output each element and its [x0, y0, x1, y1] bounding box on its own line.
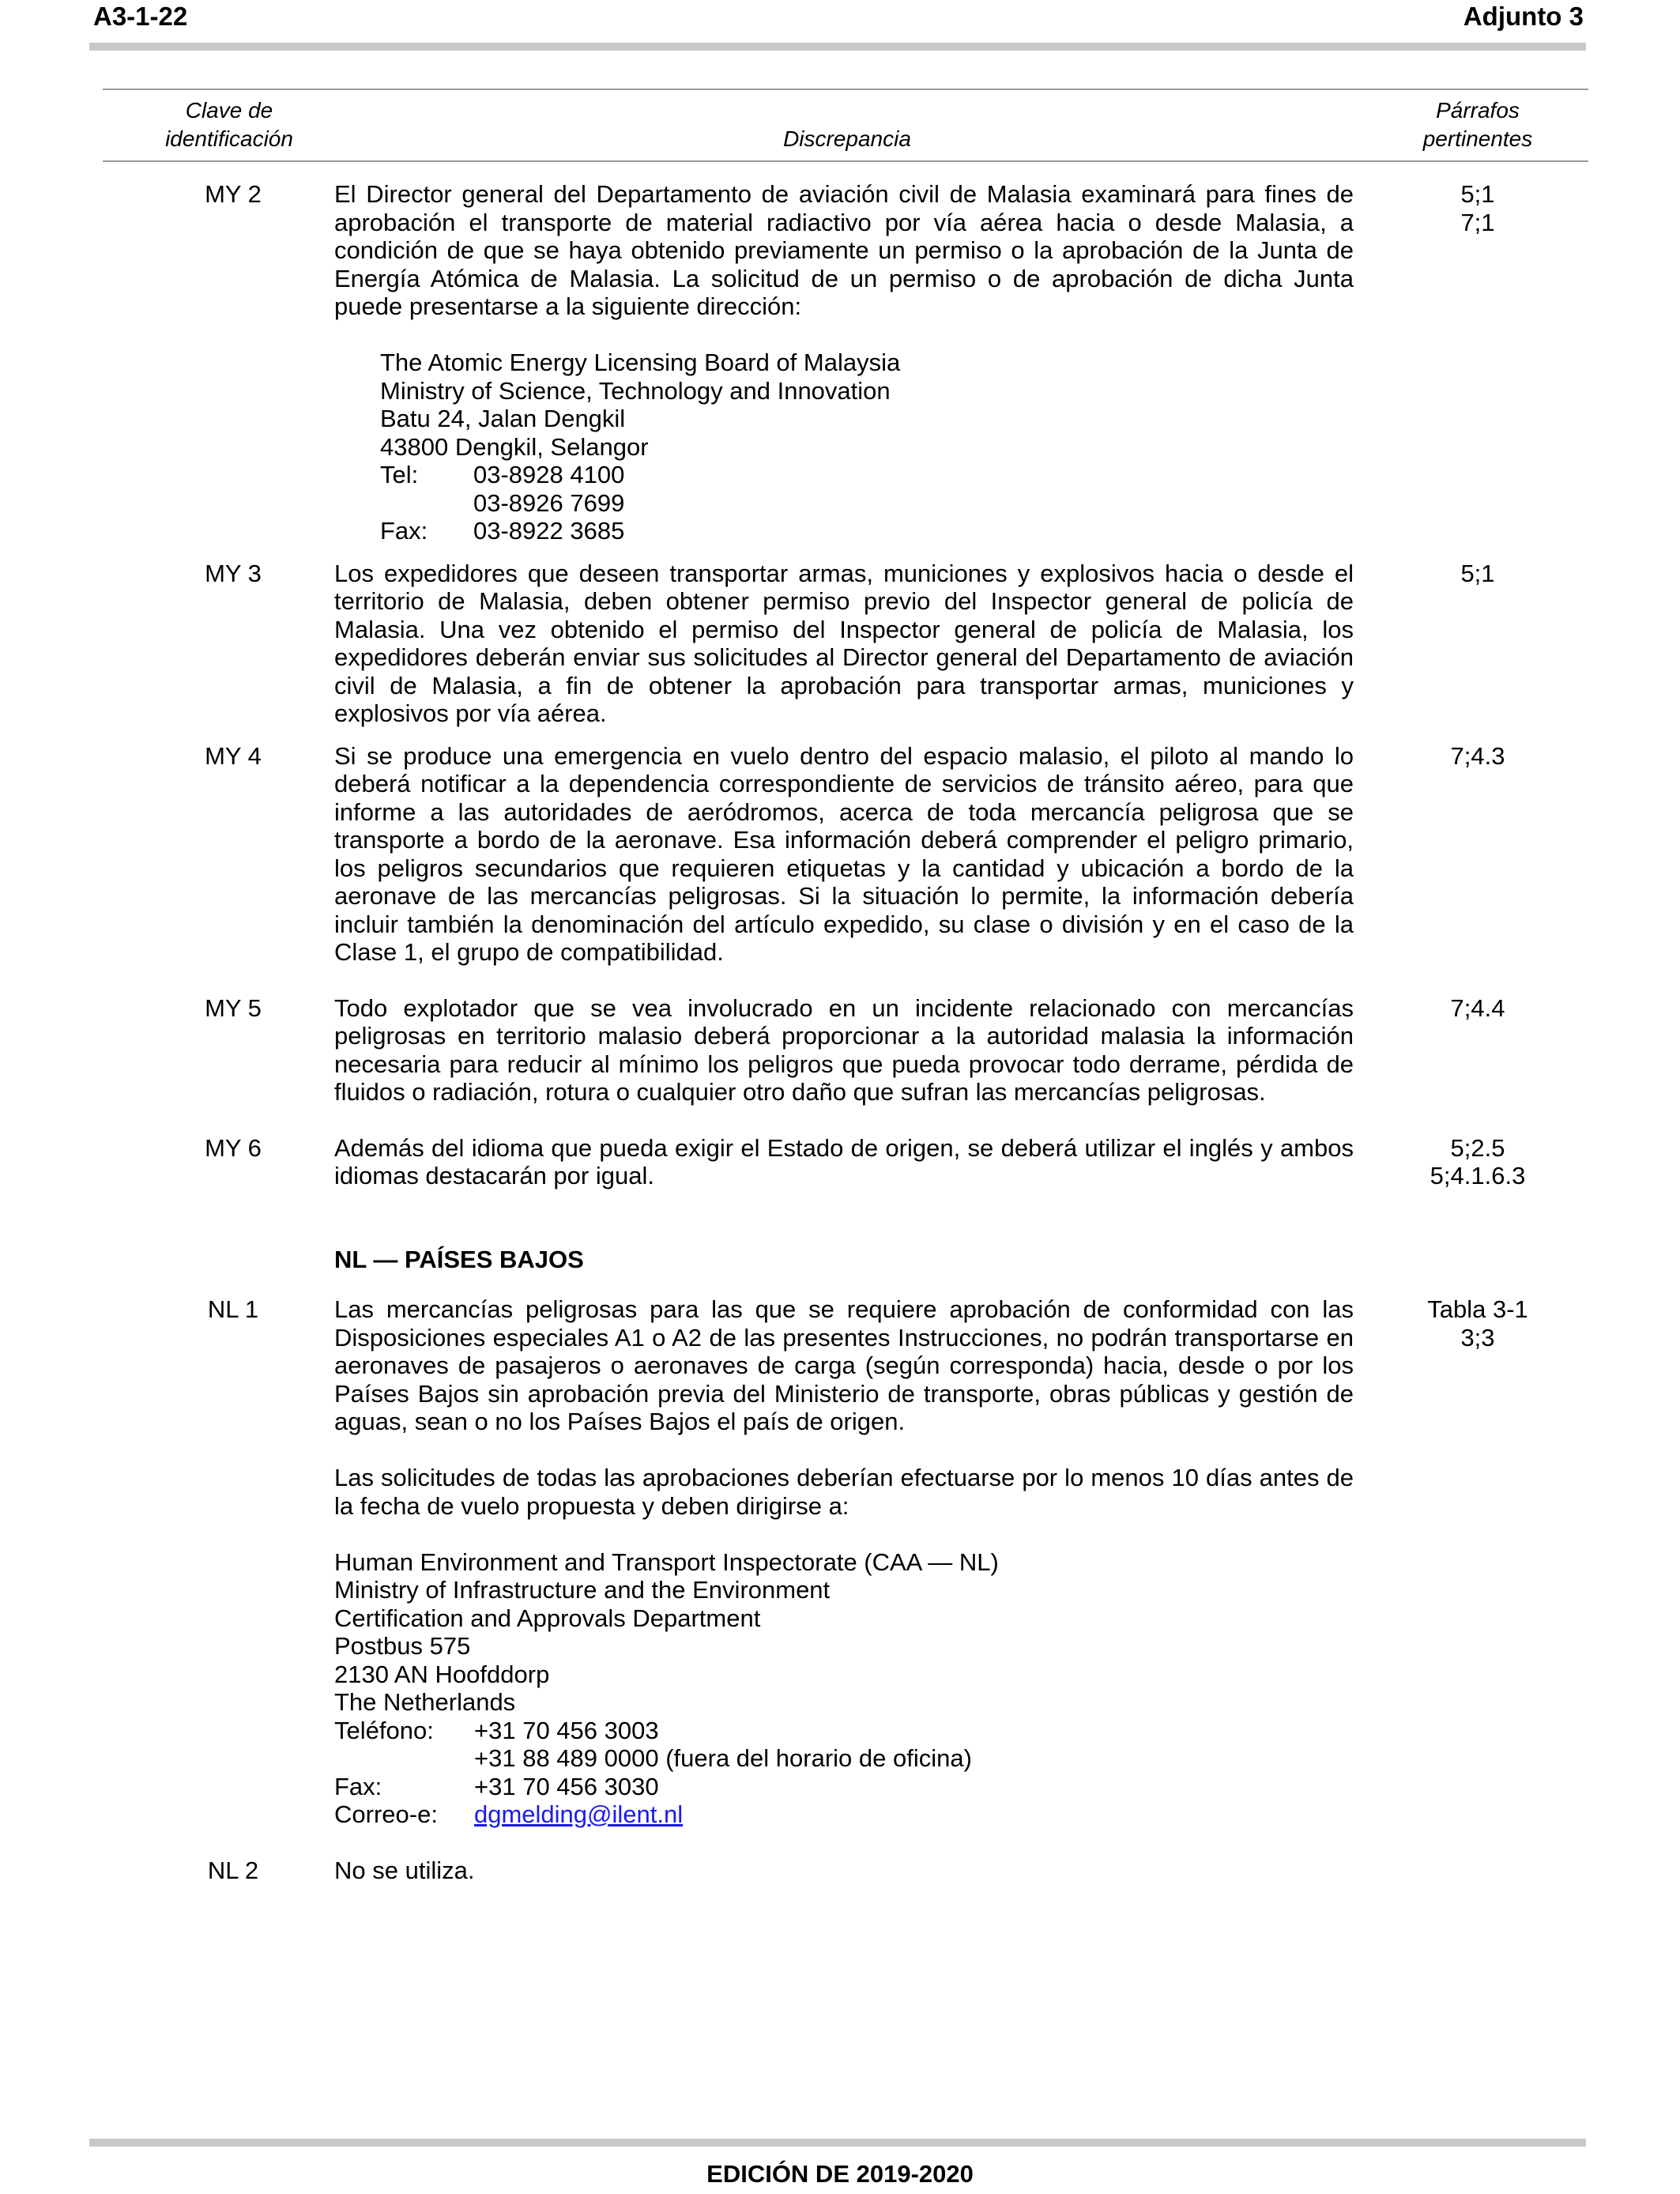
row-key: MY 5: [205, 993, 262, 1022]
table-row-my3: [0, 560, 1680, 728]
phone-line: [380, 489, 1354, 518]
address-line: The Netherlands: [334, 1688, 516, 1716]
footer-rule: [89, 2139, 1586, 2147]
table-header-top-rule: [103, 89, 1588, 90]
row-text: [334, 742, 1354, 967]
fax-line: [380, 517, 1354, 545]
table-header-bottom-rule: [103, 160, 1588, 162]
row-paragraph: Las mercancías peligrosas para las que se requiere aprobación de conformidad con las Disposiciones especiales A1 o A2 de las presentes Instrucciones, no podrán transportarse en aeronaves de pasajeros o aeronaves de carga (según corresponda) hacia, desde o por los Países Bajos sin aprobación previa del Ministerio de transporte, obras públicas y gestión de aguas, sean o no los Países Bajos el país de origen.: [334, 1295, 1354, 1435]
page-number: A3-1-22: [93, 2, 188, 31]
address-line: 43800 Dengkil, Selangor: [380, 432, 649, 461]
row-text: [334, 560, 1354, 728]
row-paragraphs: [1367, 994, 1588, 1023]
paragraph-ref: 7;4.3: [1450, 741, 1505, 770]
row-paragraph: Los expedidores que deseen transportar armas, municiones y explosivos hacia o desde el territorio de Malasia, deben obtener permiso previo del Inspector general de policía de Malasia. Una vez obtenido el permiso del Inspector general de policía de Malasia, los expedidores deberán enviar sus solicitudes al Director general del Departamento de aviación civil de Malasia, a fin de obtener la aprobación para transportar armas, municiones y explosivos por vía aérea.: [334, 559, 1354, 727]
row-paragraphs: [1367, 742, 1588, 771]
address-line: 2130 AN Hoofddorp: [334, 1660, 550, 1688]
row-key: NL 2: [207, 1856, 259, 1884]
address-line: Human Environment and Transport Inspectorate (CAA — NL): [334, 1547, 999, 1576]
row-key: MY 2: [205, 180, 262, 208]
column-header-discrepancy: Discrepancia: [783, 126, 911, 151]
row-key: MY 4: [205, 741, 262, 770]
fax-label: Fax:: [380, 517, 428, 545]
paragraph-ref: 3;3: [1460, 1323, 1495, 1351]
row-paragraphs: [1367, 1134, 1588, 1190]
row-text: [334, 1295, 1354, 1829]
address-line: Postbus 575: [334, 1632, 471, 1660]
row-text: [334, 180, 1354, 545]
paragraph-ref: 7;4.4: [1450, 993, 1505, 1022]
email-line: [334, 1800, 1354, 1829]
row-paragraph: El Director general del Departamento de aviación civil de Malasia examinará para fines de aprobación el transporte de material radiactivo por vía aérea hacia o desde Malasia, a condición de que se haya obtenido previamente un permiso o la aprobación de la Junta de Energía Atómica de Malasia. La solicitud de un permiso o de aprobación de dicha Junta puede presentarse a la siguiente dirección:: [334, 180, 1354, 320]
row-key: NL 1: [207, 1295, 259, 1323]
column-header-key: [119, 96, 340, 153]
address-line: The Atomic Energy Licensing Board of Malaysia: [380, 349, 901, 376]
fax-number: 03-8922 3685: [473, 517, 625, 545]
phone-line: [334, 1717, 1354, 1745]
section-heading-netherlands: NL — PAÍSES BAJOS: [334, 1245, 584, 1273]
row-paragraph: No se utiliza.: [334, 1856, 475, 1884]
row-paragraphs: [1367, 560, 1588, 588]
row-paragraph: Todo explotador que se vea involucrado en un incidente relacionado con mercancías peligrosas en territorio malasio deberá proporcionar a la autoridad malasia la información necesaria para reducir al mínimo los peligros que pueda provocar todo derrame, pérdida de fluidos o radiación, rotura o cualquier otro daño que sufran las mercancías peligrosas.: [334, 993, 1354, 1106]
fax-line: [334, 1773, 1354, 1801]
address-line: Batu 24, Jalan Dengkil: [380, 405, 626, 432]
fax-label: Fax:: [334, 1772, 382, 1800]
email-link[interactable]: dgmelding@ilent.nl: [474, 1800, 684, 1828]
table-row-my2: [0, 180, 1680, 545]
phone-label: Tel:: [380, 461, 419, 488]
address-block: [380, 349, 1354, 545]
phone-line: [380, 461, 1354, 489]
column-header-key-line2: identificación: [165, 126, 293, 151]
paragraph-ref: 5;2.5: [1450, 1133, 1505, 1162]
header-rule: [89, 43, 1586, 51]
phone-number: 03-8926 7699: [473, 488, 625, 517]
paragraph-ref: Tabla 3-1: [1427, 1295, 1528, 1323]
row-paragraph: Además del idioma que pueda exigir el Estado de origen, se deberá utilizar el inglés y ambos idiomas destacarán por igual.: [334, 1133, 1354, 1189]
row-key: MY 3: [205, 559, 262, 587]
address-block: [334, 1548, 1354, 1829]
table-row-my4: [0, 742, 1680, 967]
column-header-paragraphs-line1: Párrafos: [1436, 98, 1520, 123]
phone-line: [334, 1744, 1354, 1773]
column-header-paragraphs: [1367, 96, 1588, 153]
address-line: Certification and Approvals Department: [334, 1604, 761, 1632]
row-text: [334, 1857, 1354, 1885]
phone-number: 03-8928 4100: [473, 461, 625, 488]
row-text: [334, 994, 1354, 1106]
row-paragraph: Si se produce una emergencia en vuelo dentro del espacio malasio, el piloto al mando lo deberá notificar a la dependencia correspondiente de servicios de tránsito aéreo, para que informe a las autoridades de aeródromos, acerca de toda mercancía peligrosa que se transporte a bordo de la aeronave. Esa información deberá comprender el peligro primario, los peligros secundarios que requieren etiquetas y la cantidad y ubicación a bordo de la aeronave de las mercancías peligrosas. Si la situación lo permite, la información debería incluir también la denominación del artículo expedido, su clase o división y en el caso de la Clase 1, el grupo de compatibilidad.: [334, 741, 1354, 966]
address-line: Ministry of Science, Technology and Innovation: [380, 376, 891, 405]
email-label: Correo-e:: [334, 1800, 438, 1828]
row-paragraphs: [1367, 1295, 1588, 1351]
row-paragraph: Las solicitudes de todas las aprobaciones deberían efectuarse por lo menos 10 días antes de la fecha de vuelo propuesta y deben dirigirse a:: [334, 1464, 1354, 1520]
paragraph-ref: 5;4.1.6.3: [1430, 1162, 1526, 1189]
row-key: MY 6: [205, 1133, 262, 1162]
attachment-label: Adjunto 3: [1463, 2, 1584, 31]
discrepancy-table: [0, 180, 1680, 1884]
fax-number: +31 70 456 3030: [474, 1772, 659, 1800]
column-header-paragraphs-line2: pertinentes: [1422, 126, 1533, 151]
phone-label: Teléfono:: [334, 1716, 434, 1744]
edition-footer: EDICIÓN DE 2019-2020: [706, 2160, 974, 2188]
table-row-my5: [0, 994, 1680, 1106]
row-paragraphs: [1367, 180, 1588, 236]
paragraph-ref: 5;1: [1460, 559, 1495, 587]
address-line: Ministry of Infrastructure and the Environment: [334, 1576, 831, 1604]
table-row-my6: [0, 1134, 1680, 1190]
table-row-nl2: [0, 1857, 1680, 1885]
paragraph-ref: 7;1: [1460, 208, 1495, 236]
column-header-key-line1: Clave de: [185, 98, 273, 123]
phone-number: +31 70 456 3003: [474, 1716, 659, 1744]
row-text: [334, 1134, 1354, 1190]
phone-number: +31 88 489 0000 (fuera del horario de oficina): [474, 1744, 972, 1772]
paragraph-ref: 5;1: [1460, 180, 1495, 208]
table-row-nl1: [0, 1295, 1680, 1829]
